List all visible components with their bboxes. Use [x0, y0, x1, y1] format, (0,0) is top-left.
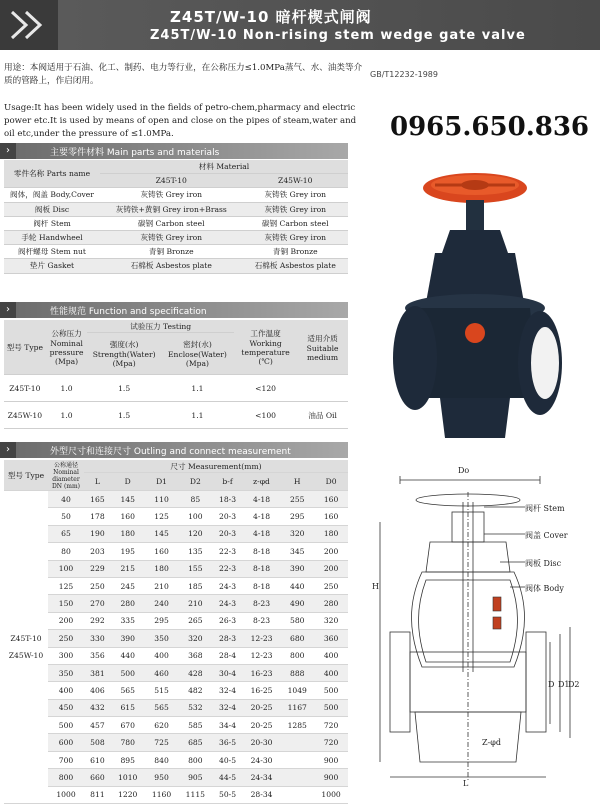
table-cell: 16-23	[243, 664, 281, 681]
table-cell: 26-3	[212, 612, 243, 629]
col-bf: b-f	[212, 473, 243, 491]
table-cell: 30-4	[212, 664, 243, 681]
table-cell: 457	[84, 717, 111, 734]
table-row: 垫片 Gasket 石棉板 Asbestos plate 石棉板 Asbestos plate	[4, 259, 348, 273]
table-row	[4, 595, 348, 612]
table-cell: 350	[48, 664, 84, 681]
table-cell: 145	[111, 491, 145, 508]
col-d0: D0	[314, 473, 348, 491]
label-d2: D2	[568, 680, 580, 689]
table-row: 阀板 Disc 灰铸铁+黄铜 Grey iron+Brass 灰铸铁 Grey iron	[4, 202, 348, 216]
table-row: Z45T-10 1.0 1.5 1.1 <120	[4, 375, 348, 402]
label-d: D	[548, 680, 555, 689]
table-cell: 580	[280, 612, 314, 629]
table-cell: 780	[111, 734, 145, 751]
table-cell: 28-3	[212, 630, 243, 647]
table-cell: 450	[48, 699, 84, 716]
table-cell: 1220	[111, 786, 145, 803]
col-z45t: Z45T-10	[100, 174, 243, 188]
table-cell: 600	[48, 734, 84, 751]
table-cell: 20-30	[243, 734, 281, 751]
table-cell: 295	[280, 508, 314, 525]
table-cell: 165	[84, 491, 111, 508]
table-cell: 20-3	[212, 508, 243, 525]
table-cell: 335	[111, 612, 145, 629]
table-cell: 720	[314, 717, 348, 734]
table-cell: 195	[111, 543, 145, 560]
table-cell: 4-18	[243, 525, 281, 542]
table-row	[4, 508, 348, 525]
table-row	[4, 577, 348, 594]
table-cell: 34-4	[212, 717, 243, 734]
table-cell: 36-5	[212, 734, 243, 751]
table-cell: 610	[84, 751, 111, 768]
table-cell: 110	[145, 491, 179, 508]
table-cell: 44-5	[212, 769, 243, 786]
table-cell: 80	[48, 543, 84, 560]
table-cell: 432	[84, 699, 111, 716]
table-cell: 8-18	[243, 543, 281, 560]
section-title: 主要零件材料 Main parts and materials	[50, 148, 220, 158]
table-cell: 24-3	[212, 577, 243, 594]
table-cell: 350	[145, 630, 179, 647]
label-stem: 阀杆 Stem	[525, 504, 565, 513]
table-cell: 245	[111, 577, 145, 594]
table-cell: 565	[111, 682, 145, 699]
type-label: Z45T-10	[10, 634, 42, 644]
dims-table	[4, 460, 348, 804]
col-zd: z-φd	[243, 473, 281, 491]
table-cell	[280, 786, 314, 803]
table-row: 阀杆螺母 Stem nut 青铜 Bronze 青铜 Bronze	[4, 245, 348, 259]
table-cell: 280	[314, 595, 348, 612]
parts-table	[4, 160, 348, 274]
table-row	[4, 769, 348, 786]
table-cell: 160	[111, 508, 145, 525]
table-cell: 40-5	[212, 751, 243, 768]
table-row	[4, 560, 348, 577]
table-cell: 295	[145, 612, 179, 629]
table-cell: 565	[145, 699, 179, 716]
table-cell: 160	[314, 508, 348, 525]
table-cell: 18-3	[212, 491, 243, 508]
table-cell: 800	[178, 751, 212, 768]
col-testing: 试验压力 Testing	[87, 320, 234, 333]
col-z45w: Z45W-10	[243, 174, 348, 188]
label-body: 阀体 Body	[525, 584, 564, 593]
table-cell: 250	[314, 577, 348, 594]
table-cell: 440	[111, 647, 145, 664]
table-cell: 500	[314, 682, 348, 699]
table-cell: 190	[84, 525, 111, 542]
table-cell: 65	[48, 525, 84, 542]
table-cell: 1010	[111, 769, 145, 786]
table-row	[4, 699, 348, 716]
table-cell	[280, 751, 314, 768]
section-title: 外型尺寸和连接尺寸 Outling and connect measurement	[50, 447, 291, 457]
table-cell: 200	[48, 612, 84, 629]
table-cell: 508	[84, 734, 111, 751]
table-cell: 360	[314, 630, 348, 647]
table-cell: 1049	[280, 682, 314, 699]
table-cell: 100	[48, 560, 84, 577]
table-cell: 180	[111, 525, 145, 542]
table-row	[4, 647, 348, 664]
table-cell: 125	[48, 577, 84, 594]
table-row	[4, 786, 348, 803]
table-row	[4, 717, 348, 734]
table-cell: 28-34	[243, 786, 281, 803]
table-cell: 440	[280, 577, 314, 594]
table-cell: 482	[178, 682, 212, 699]
table-cell: 203	[84, 543, 111, 560]
table-cell: 320	[280, 525, 314, 542]
table-cell: 950	[145, 769, 179, 786]
table-cell: 800	[280, 647, 314, 664]
title-en: Z45T/W-10 Non-rising stem wedge gate valve	[150, 28, 526, 43]
table-cell: 4-18	[243, 491, 281, 508]
table-cell: 406	[84, 682, 111, 699]
table-cell: 660	[84, 769, 111, 786]
table-cell: 356	[84, 647, 111, 664]
col-dn: 公称通径 Nominal diameter DN (mm)	[48, 460, 84, 491]
title-zh: Z45T/W-10 暗杆楔式闸阀	[170, 8, 372, 26]
table-cell: 895	[111, 751, 145, 768]
table-cell: 330	[84, 630, 111, 647]
table-cell: 725	[145, 734, 179, 751]
table-cell: 50	[48, 508, 84, 525]
table-cell: 500	[314, 699, 348, 716]
table-cell	[280, 734, 314, 751]
label-cover: 阀盖 Cover	[525, 531, 568, 540]
table-cell: 12-23	[243, 647, 281, 664]
col-d: D	[111, 473, 145, 491]
table-cell: 1285	[280, 717, 314, 734]
table-cell: 150	[48, 595, 84, 612]
table-row	[4, 543, 348, 560]
table-cell: 685	[178, 734, 212, 751]
section-parts-header	[0, 143, 348, 159]
table-cell: 615	[111, 699, 145, 716]
table-cell: 680	[280, 630, 314, 647]
table-cell: 250	[84, 577, 111, 594]
table-cell: 1160	[145, 786, 179, 803]
table-cell: 160	[145, 543, 179, 560]
table-row: Z45W-10 1.0 1.5 1.1 <100 油品 Oil	[4, 402, 348, 429]
table-cell: 800	[48, 769, 84, 786]
table-cell: 22-3	[212, 543, 243, 560]
table-cell: 320	[314, 612, 348, 629]
table-cell: 400	[48, 682, 84, 699]
chevron-icon: ›	[0, 143, 16, 159]
table-row	[4, 612, 348, 629]
table-cell: 270	[84, 595, 111, 612]
table-cell: 585	[178, 717, 212, 734]
table-cell: 100	[178, 508, 212, 525]
table-cell: 1000	[48, 786, 84, 803]
table-cell: 280	[111, 595, 145, 612]
table-cell: 20-25	[243, 717, 281, 734]
table-row	[4, 525, 348, 542]
table-cell: 240	[145, 595, 179, 612]
table-cell: 460	[145, 664, 179, 681]
col-enclose: 密封(水) Enclose(Water) (Mpa)	[161, 333, 234, 375]
table-cell: 390	[111, 630, 145, 647]
table-cell: 620	[145, 717, 179, 734]
table-cell: 16-25	[243, 682, 281, 699]
table-cell: 215	[111, 560, 145, 577]
handwheel-icon	[423, 173, 527, 203]
col-nominal-pressure: 公称压力 Nominal pressure (Mpa)	[46, 320, 88, 375]
table-row	[4, 664, 348, 681]
table-cell: 180	[145, 560, 179, 577]
table-cell: 900	[314, 751, 348, 768]
col-strength: 强度(水) Strength(Water) (Mpa)	[87, 333, 160, 375]
col-d1: D1	[145, 473, 179, 491]
table-cell: 400	[145, 647, 179, 664]
table-cell: 24-3	[212, 595, 243, 612]
table-cell: 32-4	[212, 699, 243, 716]
table-cell: 368	[178, 647, 212, 664]
table-cell: 8-23	[243, 595, 281, 612]
table-cell: 40	[48, 491, 84, 508]
table-cell: 840	[145, 751, 179, 768]
table-cell: 20-3	[212, 525, 243, 542]
label-disc: 阀板 Disc	[525, 559, 562, 568]
table-cell: 180	[314, 525, 348, 542]
table-cell: 8-18	[243, 560, 281, 577]
table-cell: 135	[178, 543, 212, 560]
table-cell: 4-18	[243, 508, 281, 525]
table-row	[4, 491, 348, 508]
table-cell: 24-34	[243, 769, 281, 786]
table-cell: 145	[145, 525, 179, 542]
table-cell: 229	[84, 560, 111, 577]
table-cell: 32-4	[212, 682, 243, 699]
table-cell: 200	[314, 560, 348, 577]
table-cell: 532	[178, 699, 212, 716]
table-cell: 500	[48, 717, 84, 734]
label-zphid: Z-φd	[482, 738, 501, 747]
col-medium: 适用介质 Suitable medium	[297, 320, 348, 375]
usage-en: Usage:It has been widely used in the fields of petro-chem,pharmacy and electric power etc.It is used by means of open and close on the pipes of steam,water and oil etc,under the pressure of ≤1.0MPa.	[4, 103, 357, 139]
table-cell: 888	[280, 664, 314, 681]
table-row	[4, 630, 348, 647]
table-cell: 720	[314, 734, 348, 751]
table-cell: 320	[178, 630, 212, 647]
table-cell: 900	[314, 769, 348, 786]
table-cell: 200	[314, 543, 348, 560]
col-parts-name: 零件名称 Parts name	[4, 160, 100, 188]
arrow-logo-icon	[0, 0, 58, 50]
table-cell: 1115	[178, 786, 212, 803]
table-cell: 178	[84, 508, 111, 525]
table-cell: 155	[178, 560, 212, 577]
table-cell: 8-23	[243, 612, 281, 629]
table-cell: 345	[280, 543, 314, 560]
table-cell: 515	[145, 682, 179, 699]
label-do: Do	[458, 466, 470, 475]
table-cell: 250	[48, 630, 84, 647]
table-cell: 185	[178, 577, 212, 594]
table-cell: 28-4	[212, 647, 243, 664]
table-cell: 400	[314, 664, 348, 681]
table-cell	[280, 769, 314, 786]
table-cell: 381	[84, 664, 111, 681]
col-d2: D2	[178, 473, 212, 491]
table-cell: 400	[314, 647, 348, 664]
table-cell: 670	[111, 717, 145, 734]
type-label: Z45W-10	[8, 651, 44, 661]
spec-table	[4, 320, 348, 429]
col-measurement: 尺寸 Measurement(mm)	[84, 460, 348, 473]
table-cell: 22-3	[212, 560, 243, 577]
table-row: 阀杆 Stem 碳钢 Carbon steel 碳钢 Carbon steel	[4, 216, 348, 230]
table-cell: 210	[178, 595, 212, 612]
table-cell: 390	[280, 560, 314, 577]
section-dims-header	[0, 442, 348, 458]
col-material: 材料 Material	[100, 160, 348, 174]
table-cell: 210	[145, 577, 179, 594]
table-row	[4, 751, 348, 768]
col-temperature: 工作温度 Working temperature (℃)	[234, 320, 297, 375]
table-cell: 300	[48, 647, 84, 664]
col-h: H	[280, 473, 314, 491]
label-h: H	[372, 582, 379, 591]
label-d1: D1	[558, 680, 570, 689]
table-cell: 20-25	[243, 699, 281, 716]
table-cell: 8-18	[243, 577, 281, 594]
table-cell: 292	[84, 612, 111, 629]
table-row: 阀体，阀盖 Body,Cover 灰铸铁 Grey iron 灰铸铁 Grey iron	[4, 188, 348, 202]
table-cell: 120	[178, 525, 212, 542]
table-cell: 811	[84, 786, 111, 803]
table-cell: 12-23	[243, 630, 281, 647]
usage-zh: 用途：本阀适用于石油、化工、制药、电力等行业，在公称压力≤1.0MPa蒸气、水、油类等介质的管路上，作启闭用。	[4, 63, 363, 86]
table-cell: 125	[145, 508, 179, 525]
table-cell: 255	[280, 491, 314, 508]
table-cell: 1000	[314, 786, 348, 803]
table-cell: 490	[280, 595, 314, 612]
table-cell: 905	[178, 769, 212, 786]
section-title: 性能规范 Function and specification	[50, 307, 207, 317]
valve-photo	[380, 158, 580, 458]
table-cell: 85	[178, 491, 212, 508]
type-cell	[4, 491, 48, 804]
col-l: L	[84, 473, 111, 491]
table-row: 手轮 Handwheel 灰铸铁 Grey iron 灰铸铁 Grey iron	[4, 230, 348, 244]
table-cell: 428	[178, 664, 212, 681]
table-cell: 50-5	[212, 786, 243, 803]
phone-number: 0965.650.836	[390, 112, 590, 142]
table-cell: 700	[48, 751, 84, 768]
table-cell: 1167	[280, 699, 314, 716]
table-cell: 24-30	[243, 751, 281, 768]
label-l: L	[463, 779, 469, 788]
table-cell: 265	[178, 612, 212, 629]
col-type: 型号 Type	[4, 320, 46, 375]
table-cell: 500	[111, 664, 145, 681]
chevron-icon: ›	[0, 302, 16, 318]
standard-code: GB/T12232-1989	[370, 70, 438, 79]
chevron-icon: ›	[0, 442, 16, 458]
table-cell: 160	[314, 491, 348, 508]
section-spec-header	[0, 302, 348, 318]
table-row	[4, 682, 348, 699]
table-row	[4, 734, 348, 751]
col-type: 型号 Type	[4, 460, 48, 491]
